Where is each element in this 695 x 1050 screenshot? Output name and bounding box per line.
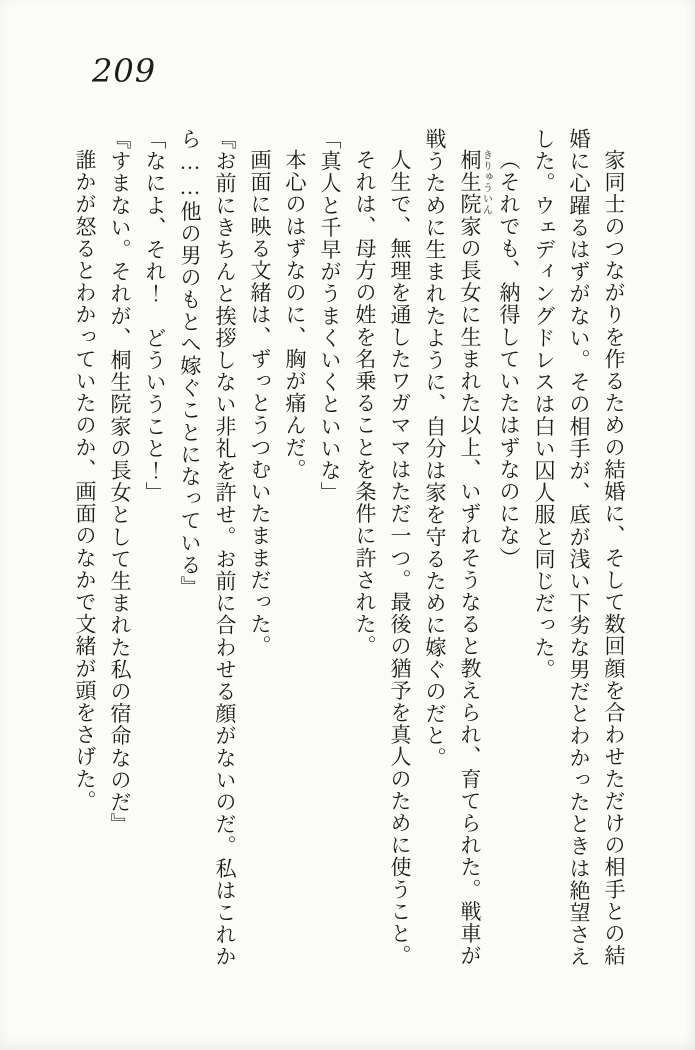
paragraph: 「真人と千早がうまくいくといいな」 [318, 128, 342, 504]
paragraph: それは、母方の姓を名乗ることを条件に許された。 [353, 149, 377, 658]
paragraph: 画面に映る文緒は、ずっとうつむいたままだった。 [248, 149, 272, 658]
page-number: 209 [92, 52, 157, 90]
paragraph: 「なによ、それ！ どういうこと！」 [143, 128, 167, 504]
paragraph: 『すまない。それが、桐生院家の長女として生まれた私の宿命なのだ』 [108, 128, 132, 836]
paragraph: 『お前にきちんと挨拶しない非礼を許せ。お前に合わせる顔がないのだ。私はこれから……他の男のもとへ嫁ぐことになっている』 [178, 128, 237, 968]
furigana-reading: きりゅういん [480, 149, 492, 216]
paragraph: 人生で、無理を通したワガママはただ一つ。最後の猶予を真人のために使うこと。 [388, 149, 412, 967]
furigana-annotated-word: 桐生院きりゅういん [458, 149, 492, 216]
paragraph: 本心のはずなのに、胸が痛んだ。 [283, 149, 307, 481]
vertical-text-block [67, 128, 631, 970]
paragraph: 誰かが怒るとわかっていたのか、画面のなかで文緒が頭をさげた。 [73, 149, 97, 812]
paragraph: （それでも、納得していたはずなのにな） [497, 149, 521, 569]
paragraph: 家同士のつながりを作るための結婚に、そして数回顔を合わせただけの相手との結婚に心躍るはずがない。その相手が、底が浅い下劣な男だとわかったときは絶望さえした。ウェディングドレスは白い囚人服と同じだった。 [532, 128, 626, 968]
paragraph: 桐生院きりゅういん家の長女に生まれた以上、いずれそうなると教えられ、育てられた。戦車が戦うために生まれたように、自分は家を守るために嫁ぐのだと。 [423, 128, 492, 967]
